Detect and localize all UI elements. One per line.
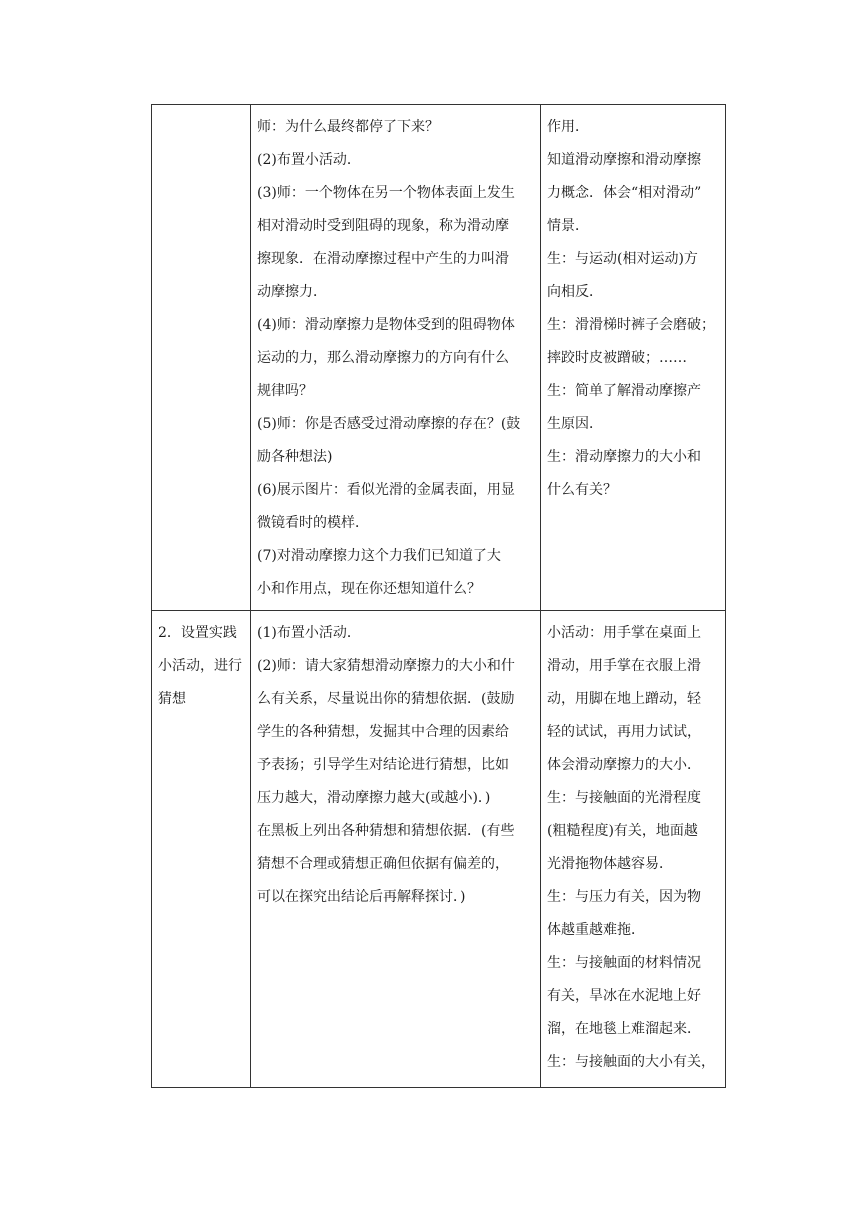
text-line: 在黑板上列出各种猜想和猜想依据．(有些 <box>257 823 515 839</box>
text-line: 情景． <box>547 218 589 234</box>
text-line: 生：滑滑梯时裤子会磨破； <box>547 317 715 333</box>
text-line: (6)展示图片：看似光滑的金属表面，用显 <box>257 482 515 498</box>
text-line: 什么有关？ <box>547 482 617 498</box>
text-line: 体会滑动摩擦力的大小． <box>547 757 701 773</box>
text-line: (3)师：一个物体在另一个物体表面上发生 <box>257 185 515 201</box>
text-line: 摔跤时皮被蹭破；…… <box>547 350 687 366</box>
text-line: 有关，旱冰在水泥地上好 <box>547 988 701 1004</box>
text-line: 生：与压力有关，因为物 <box>547 889 701 905</box>
teacher-activity-cell <box>251 611 541 1088</box>
text-line: 光滑拖物体越容易． <box>547 856 673 872</box>
text-line: 生：与接触面的大小有关， <box>547 1054 715 1070</box>
text-line: 相对滑动时受到阻碍的现象，称为滑动摩 <box>257 218 509 234</box>
text-line: 力概念．体会“相对滑动” <box>547 185 702 201</box>
text-line: 生：与运动(相对运动)方 <box>547 251 698 267</box>
text-line: 知道滑动摩擦和滑动摩擦 <box>547 152 701 168</box>
text-line: 小活动：用手掌在桌面上 <box>547 625 701 641</box>
lesson-plan-table <box>151 104 726 1088</box>
text-line: (7)对滑动摩擦力这个力我们已知道了大 <box>257 548 501 564</box>
text-line: (5)师：你是否感受过滑动摩擦的存在？(鼓 <box>257 416 521 432</box>
text-line: 动，用脚在地上蹭动，轻 <box>547 691 701 707</box>
stage-cell <box>152 105 251 611</box>
text-line: 运动的力，那么滑动摩擦力的方向有什么 <box>257 350 509 366</box>
text-line: 生：滑动摩擦力的大小和 <box>547 449 701 465</box>
table-row <box>152 105 726 611</box>
teacher-activity-cell <box>251 105 541 611</box>
stage-cell <box>152 611 251 1088</box>
text-line: 猜想不合理或猜想正确但依据有偏差的， <box>257 856 509 872</box>
text-line: 规律吗？ <box>257 383 313 399</box>
text-line: 予表扬；引导学生对结论进行猜想，比如 <box>257 757 509 773</box>
text-line: 师：为什么最终都停了下来？ <box>257 119 439 135</box>
text-line: 可以在探究出结论后再解释探讨．) <box>257 889 466 905</box>
text-line: 动摩擦力． <box>257 284 327 300</box>
text-line: (2)师：请大家猜想滑动摩擦力的大小和什 <box>257 658 515 674</box>
text-line: (4)师：滑动摩擦力是物体受到的阻碍物体 <box>257 317 515 333</box>
text-line: 滑动，用手掌在衣服上滑 <box>547 658 701 674</box>
text-line: 微镜看时的模样． <box>257 515 369 531</box>
text-line: 生：与接触面的光滑程度 <box>547 790 701 806</box>
text-line: (1)布置小活动． <box>257 625 361 641</box>
text-line: 小活动，进行 <box>158 658 242 674</box>
text-line: 生：简单了解滑动摩擦产 <box>547 383 701 399</box>
text-line: 生原因． <box>547 416 603 432</box>
text-line: 生：与接触面的材料情况 <box>547 955 701 971</box>
text-line: 2．设置实践 <box>158 625 237 641</box>
text-line: 溜，在地毯上难溜起来． <box>547 1021 701 1037</box>
text-line: 擦现象．在滑动摩擦过程中产生的力叫滑 <box>257 251 509 267</box>
text-line: 作用． <box>547 119 589 135</box>
text-line: (粗糙程度)有关，地面越 <box>547 823 698 839</box>
text-line: (2)布置小活动． <box>257 152 361 168</box>
text-line: 轻的试试，再用力试试， <box>547 724 701 740</box>
text-line: 体越重越难拖． <box>547 922 645 938</box>
text-line: 压力越大，滑动摩擦力越大(或越小)．) <box>257 790 491 806</box>
student-activity-cell <box>541 611 726 1088</box>
text-line: 么有关系，尽量说出你的猜想依据．(鼓励 <box>257 691 515 707</box>
text-line: 励各种想法) <box>257 449 333 465</box>
text-line: 小和作用点，现在你还想知道什么？ <box>257 581 481 597</box>
text-line: 猜想 <box>158 691 186 707</box>
student-activity-cell <box>541 105 726 611</box>
text-line: 学生的各种猜想，发掘其中合理的因素给 <box>257 724 509 740</box>
table-row <box>152 611 726 1088</box>
text-line: 向相反． <box>547 284 603 300</box>
